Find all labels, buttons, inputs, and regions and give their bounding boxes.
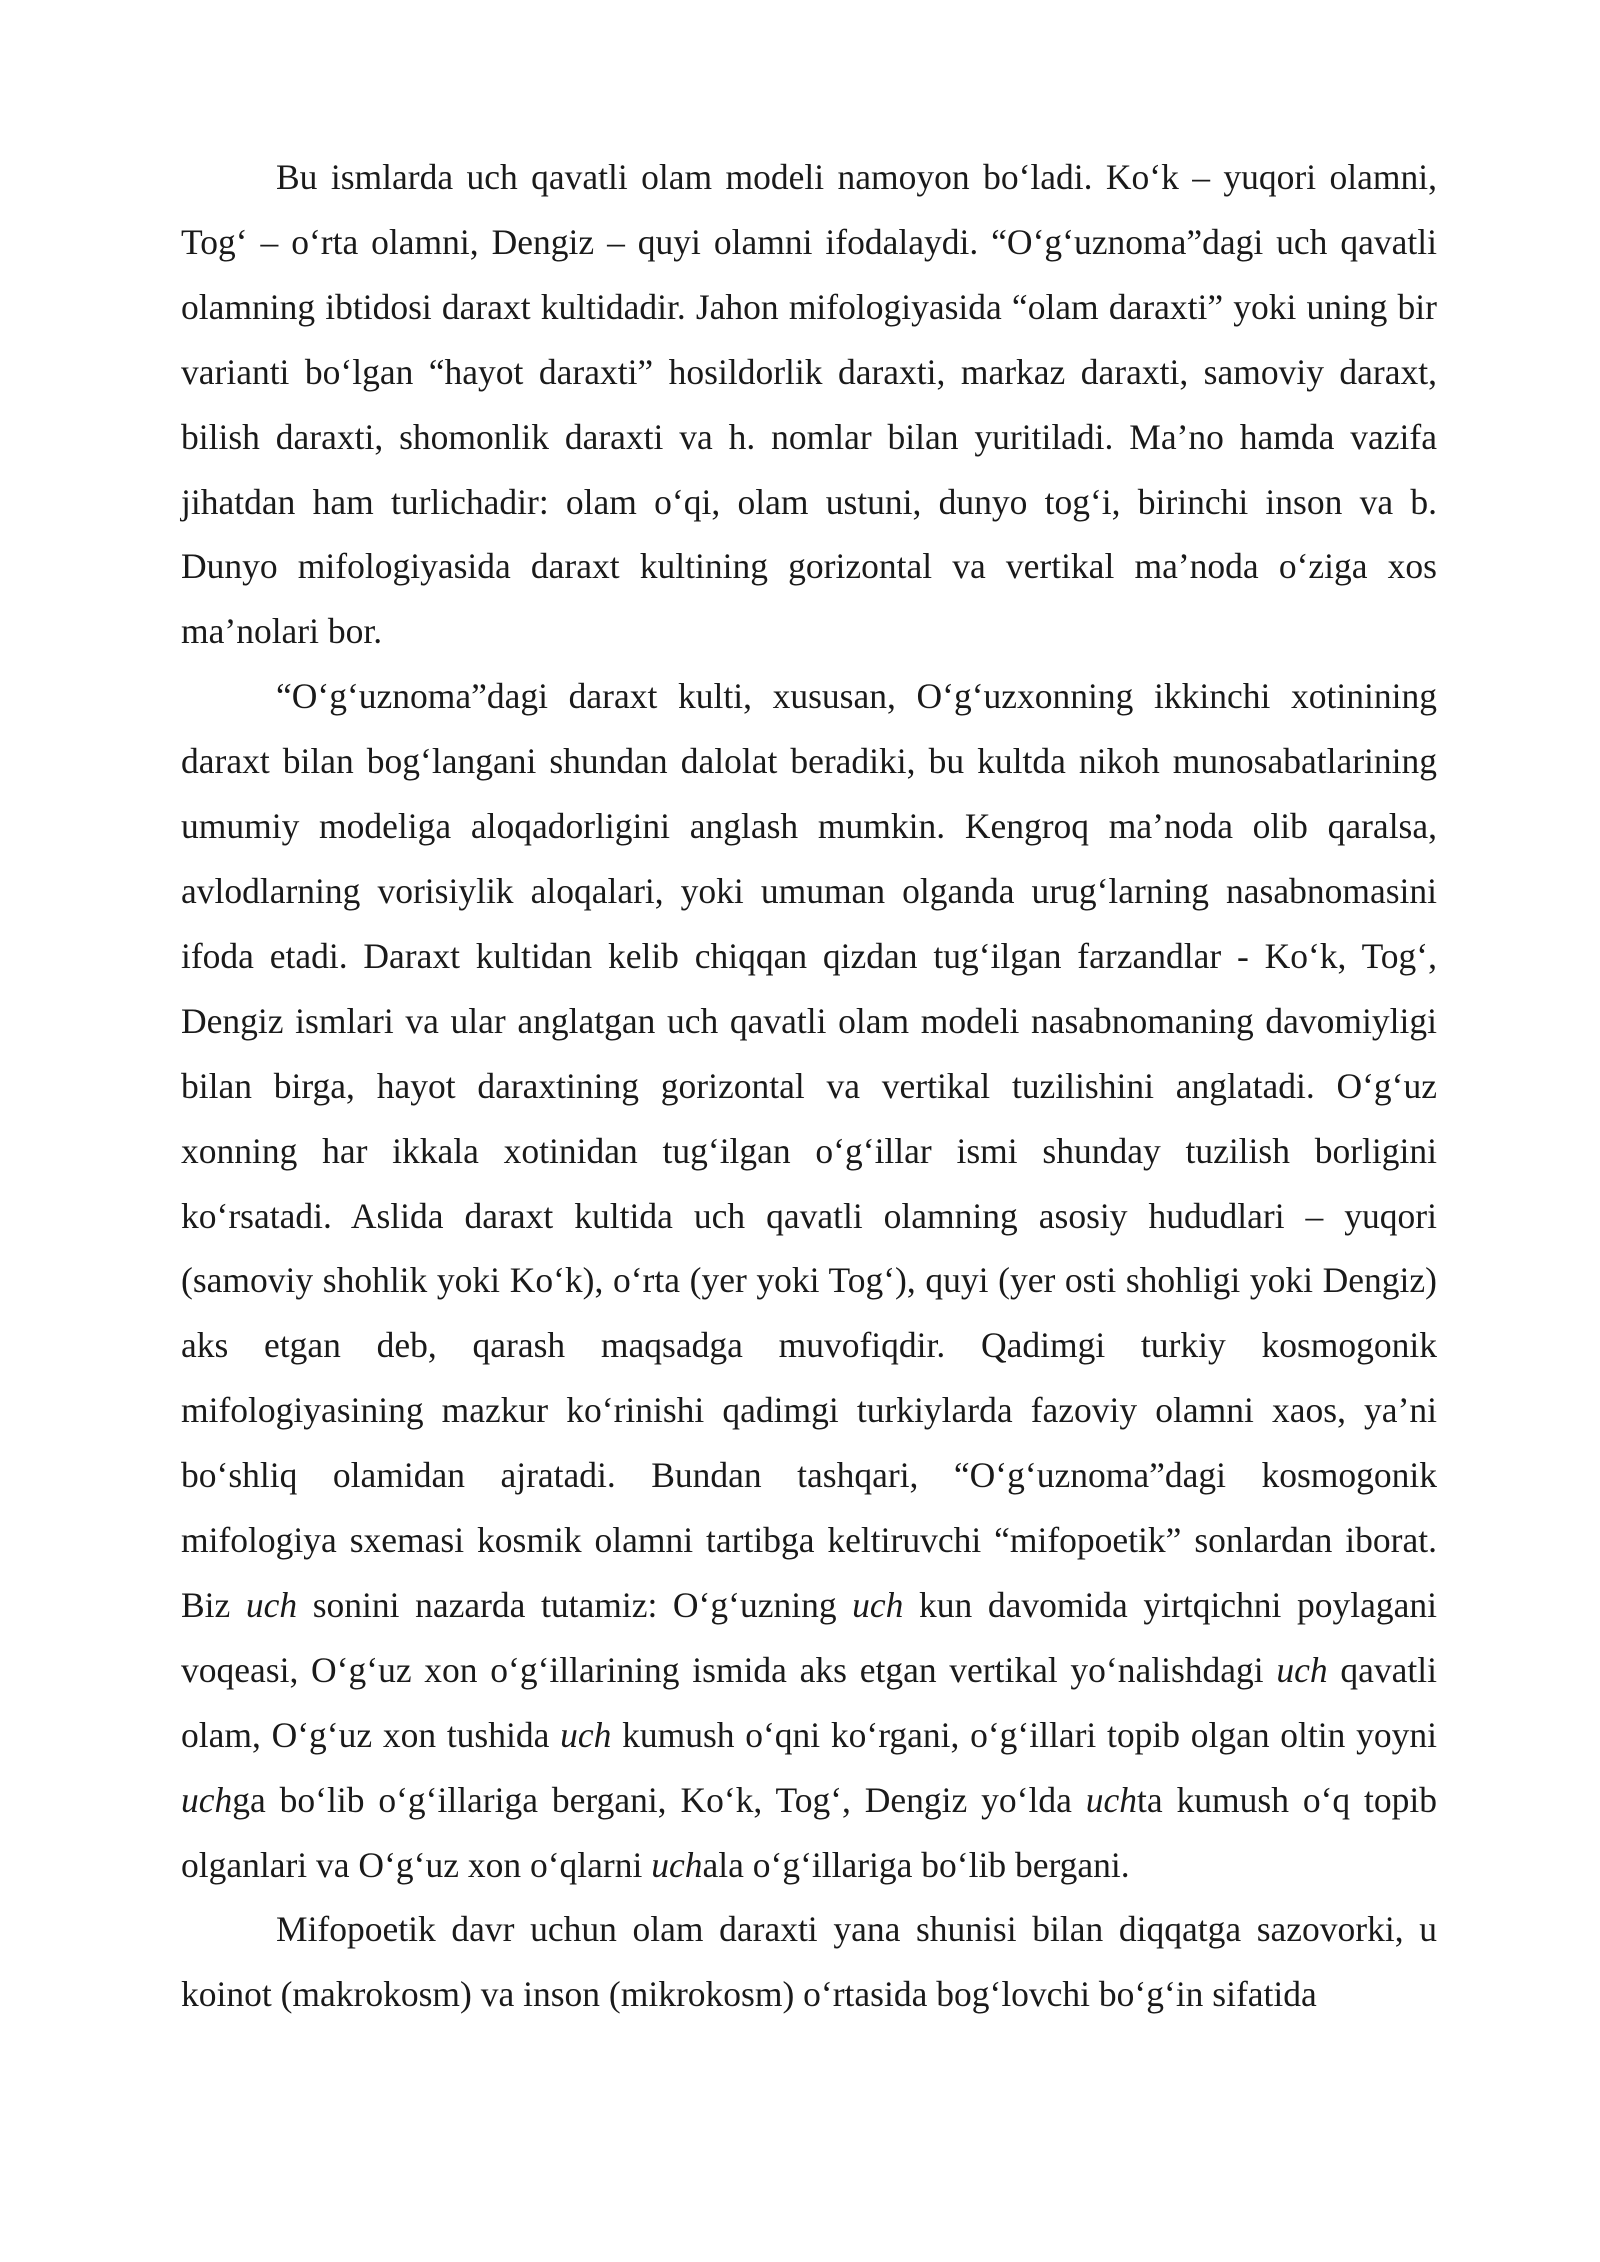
italic-term: uch xyxy=(245,1584,298,1625)
italic-term: uch xyxy=(852,1584,904,1625)
paragraph-2 xyxy=(181,664,1437,1897)
text-segment: ala o‘g‘illariga bo‘lib bergani. xyxy=(702,1844,1130,1885)
text-segment: ta kumush o‘q topib olganlari va O‘g‘uz xon o‘qlarni xyxy=(181,1779,1437,1885)
text-segment: qavatli olam, O‘g‘uz xon tushida xyxy=(181,1649,1437,1755)
paragraph-1 xyxy=(181,145,1437,664)
text-segment: sonini nazarda tutamiz: O‘g‘uzning xyxy=(297,1584,853,1625)
italic-term: uch xyxy=(1276,1649,1328,1690)
paragraph-3 xyxy=(181,1897,1437,2027)
text-segment: kumush o‘qni ko‘rgani, o‘g‘illari topib olgan oltin yoyni xyxy=(611,1714,1437,1755)
italic-term: uch xyxy=(181,1779,233,1820)
text-segment: kun davomida yirtqichni poylagani voqeasi, O‘g‘uz xon o‘g‘illarining ismida aks etgan vertikal yo‘nalishdagi xyxy=(181,1584,1437,1690)
text-segment: Mifopoetik davr uchun olam daraxti yana shunisi bilan diqqatga sazovorki, u koinot (makrokosm) va inson (mikrokosm) o‘rtasida bog‘lovchi bo‘g‘in sifatida xyxy=(181,1909,1437,2015)
italic-term: uch xyxy=(1085,1779,1138,1820)
text-segment: Bu ismlarda uch qavatli olam modeli namoyon bo‘ladi. Ko‘k – yuqori olamni, Tog‘ – o‘rta olamni, Dengiz – quyi olamni ifodalaydi. “O‘g‘uznoma”dagi uch qavatli olamning ibtidosi daraxt kultidadir. Jahon mifologiyasida “olam daraxti” yoki uning bir varianti bo‘lgan “hayot daraxti” hosildorlik daraxti, markaz daraxti, samoviy daraxt, bilish daraxti, shomonlik daraxti va h. nomlar bilan yuritiladi. Ma’no hamda vazifa jihatdan ham turlichadir: olam o‘qi, olam ustuni, dunyo tog‘i, birinchi inson va b. Dunyo mifologiyasida daraxt kultining gorizontal va vertikal ma’noda o‘ziga xos ma’nolari bor. xyxy=(181,157,1437,652)
italic-term: uch xyxy=(651,1844,703,1885)
document-page xyxy=(181,145,1437,2027)
text-segment: “O‘g‘uznoma”dagi daraxt kulti, xususan, O‘g‘uzxonning ikkinchi xotinining daraxt bilan bog‘langani shundan dalolat beradiki, bu kultda nikoh munosabatlarining umumiy modeliga aloqadorligini anglash mumkin. Kengroq ma’noda olib qaralsa, avlodlarning vorisiylik aloqalari, yoki umuman olganda urug‘larning nasabnomasini ifoda etadi. Daraxt kultidan kelib chiqqan qizdan tug‘ilgan farzandlar - Ko‘k, Tog‘, Dengiz ismlari va ular anglatgan uch qavatli olam modeli nasabnomaning davomiyligi bilan birga, hayot daraxtining gorizontal va vertikal tuzilishini anglatadi. O‘g‘uz xonning har ikkala xotinidan tug‘ilgan o‘g‘illar ismi shunday tuzilish borligini ko‘rsatadi. Aslida daraxt kultida uch qavatli olamning asosiy hududlari – yuqori (samoviy shohlik yoki Ko‘k), o‘rta (yer yoki Tog‘), quyi (yer osti shohligi yoki Dengiz) aks etgan deb, qarash maqsadga muvofiqdir. Qadimgi turkiy kosmogonik mifologiyasining mazkur ko‘rinishi qadimgi turkiylarda fazoviy olamni xaos, ya’ni bo‘shliq olamidan ajratadi. Bundan tashqari, “O‘g‘uznoma”dagi kosmogonik mifologiya sxemasi kosmik olamni tartibga keltiruvchi “mifopoetik” sonlardan iborat. Biz xyxy=(181,676,1437,1625)
text-segment: ga bo‘lib o‘g‘illariga bergani, Ko‘k, Tog‘, Dengiz yo‘lda xyxy=(232,1779,1086,1820)
italic-term: uch xyxy=(560,1714,612,1755)
